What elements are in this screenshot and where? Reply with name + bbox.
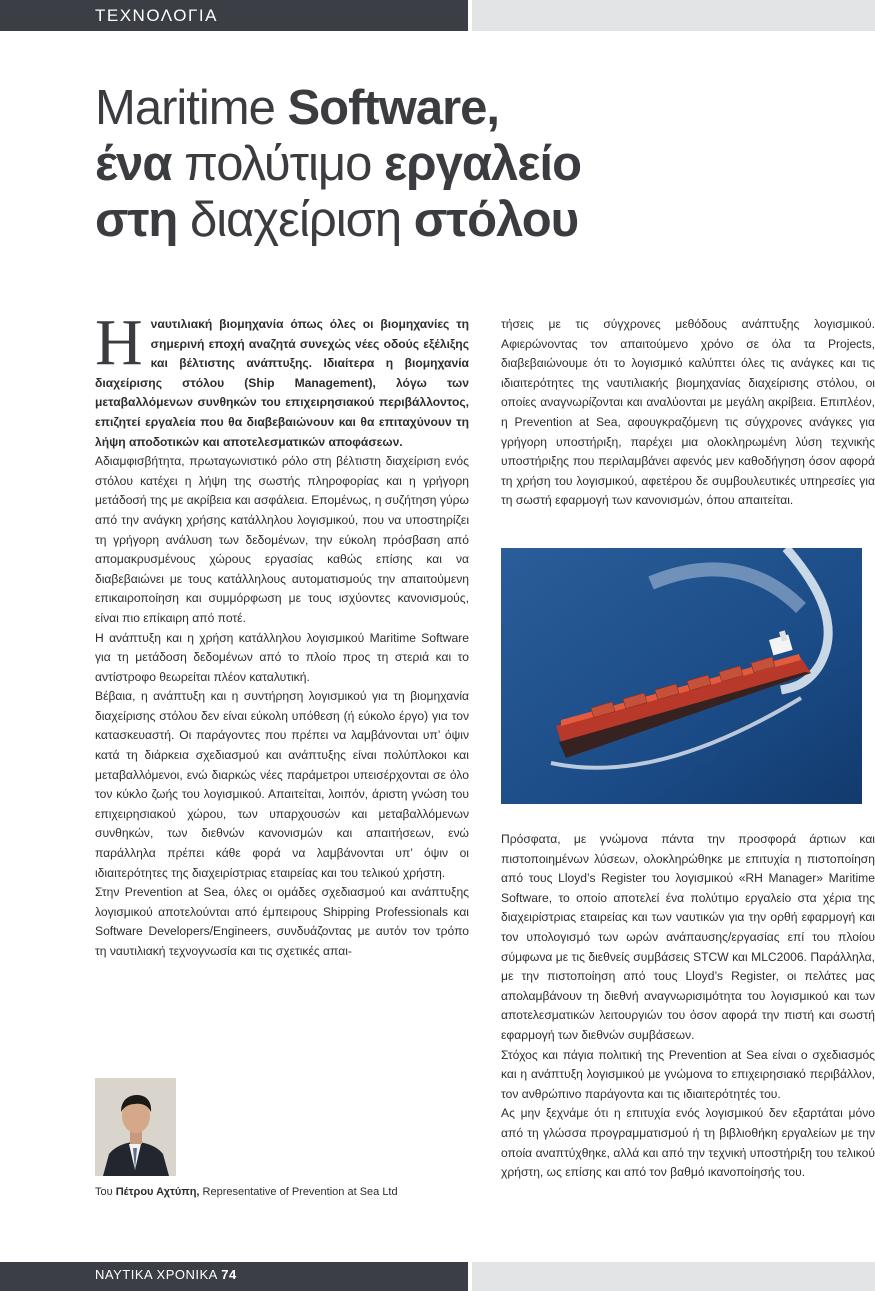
body-paragraph: Στην Prevention at Sea, όλες οι ομάδες σχεδιασμού και ανάπτυξης λογισμικού αποτελούνται από έμπειρους Shipping Professionals και Software Developers/Engineers, συνδυάζοντας με αυτόν τον τρόπο τη ναυτιλιακή τεχνογνωσία και τις σχετικές απαι- bbox=[95, 885, 469, 958]
headline-part: ένα bbox=[95, 137, 172, 191]
body-paragraph: Η ανάπτυξη και η χρήση κατάλληλου λογισμικού Maritime Software για τη μετάδοση δεδομένων από το πλοίο προς τη στεριά και το αντίστροφο θεωρείται πλέον καταλυτική. bbox=[95, 630, 469, 684]
headline-part: στη bbox=[95, 193, 178, 247]
body-paragraph: Πρόσφατα, με γνώμονα πάντα την προσφορά άρτιων και πιστοποιημένων λύσεων, ολοκληρώθηκε με επιτυχία η πιστοποίηση από τους Lloyd’s Register του λογισμικού «RH Manager» Maritime Software, το οποίο αποτελεί ένα πολύτιμο εργαλείο στα χέρια της διαχειρίστριας εταιρείας και των ναυτικών για την ορθή εφαρμογή και τον υπολογισμό των ωρών ανάπαυσης/εργασίας επί του πλοίου σύμφωνα με τις διεθνείς συμβάσεις STCW και MLC2006. Παράλληλα, με την πιστοποίηση από τους Lloyd’s Register, οι πελάτες μας απολαμβάνουν τη διεθνή αναγνωρισιμότητα του λογισμικού και των αποτελεσματικών λειτουργιών του όσον αφορά την πιστή και σωστή εφαρμογή των διεθνών συμβάσεων. bbox=[501, 832, 875, 1042]
header-bar-light bbox=[472, 0, 875, 31]
body-paragraph: Αδιαμφισβήτητα, πρωταγωνιστικό ρόλο στη βέλτιστη διαχείριση ενός στόλου κατέχει η λήψη της σωστής πληροφορίας και η γρήγορη μετάδοσή της με ακρίβεια και ασφάλεια. Επομένως, η συζήτηση γύρω από την ανάγκη χρήσης κατάλληλου λογισμικού, που να υποστηρίζει τη γρήγορη ανάλυση των δεδομένων, την εύκολη πρόσβαση από απομακρυσμένους χώρους εργασίας καθώς επίσης και να διαβεβαιώνει με τους κατάλληλους αυτοματισμούς την απαιτούμενη επικαιροποίηση και συμμόρφωση με τους ισχύοντες κανονισμούς, είναι πιο επίκαιρη από ποτέ. bbox=[95, 454, 469, 625]
footer-bar-light bbox=[472, 1262, 875, 1291]
publication-name: ΝΑΥΤΙΚΑ ΧΡΟΝΙΚΑ bbox=[95, 1267, 222, 1282]
section-label: ΤΕΧΝΟΛΟΓΙΑ bbox=[95, 6, 218, 25]
body-paragraph: Ας μην ξεχνάμε ότι η επιτυχία ενός λογισμικού δεν εξαρτάται μόνο από τη γλώσσα προγραμματισμού ή τη βιβλιοθήκη εργαλείων με την οποία αναπτύχθηκε, αλλά και από την τεχνική υποστήριξη του τελικού χρήστη, ως επίσης και από τον βαθμό ικανοποίησής του. bbox=[501, 1106, 875, 1180]
byline-role: Representative of Prevention at Sea Ltd bbox=[199, 1186, 398, 1198]
drop-cap: Η bbox=[95, 306, 143, 379]
headline-part: στόλου bbox=[413, 193, 579, 247]
byline-prefix: Του bbox=[95, 1186, 116, 1198]
headline-part: Software, bbox=[287, 81, 500, 135]
header-bar bbox=[0, 0, 468, 31]
body-paragraph: τήσεις με τις σύγχρονες μεθόδους ανάπτυξης λογισμικού. Αφιερώνοντας τον απαιτούμενο χρόνο σε όλα τα Projects, διαβεβαιώνουμε ότι το λογισμικό καλύπτει όλες τις ανάγκες και τις ιδιαιτερότητες της ναυτιλιακής βιομηχανίας διαχείρισης στόλου, οι οποίες αναγνωρίζονται και αναλύονται με μεγάλη ακρίβεια. Επιπλέον, η Prevention at Sea, αφουγκραζόμενη τις σύγχρονες ανάγκες για γρήγορη υποστήριξη, παρέχει μια ολοκληρωμένη λύση τεχνικής υποστήριξης που περιλαμβάνει αφενός μεν καθοδήγηση όσον αφορά τη χρήση του λογισμικού, αφετέρου δε συμβουλευτικές υπηρεσίες για τη σωστή εφαρμογή των κανονισμών, όπου απαιτείται. bbox=[501, 317, 875, 508]
article-column-left bbox=[95, 306, 469, 962]
article-column-right-top bbox=[501, 315, 875, 511]
body-paragraph: Βέβαια, η ανάπτυξη και η συντήρηση λογισμικού για τη βιομηχανία διαχείρισης στόλου δεν είναι εύκολη υπόθεση (ή εύκολο έργο) για τον κατασκευαστή. Οι παράγοντες που πρέπει να λαμβάνονται υπ’ όψιν κατά τη διάρκεια σχεδιασμού και ανάπτυξης είναι πολύπλοκοι και μεταβαλλόμενοι, ενώ διαρκώς νέες παράμετροι υπεισέρχονται σε όλο τον κύκλο ζωής του λογισμικού. Απαιτείται, λοιπόν, άριστη γνώση του επιχειρησιακού χώρου, των υπαρχουσών και μεταβαλλόμενων συνθηκών, των διεθνών κανονισμών και απαιτήσεων, ενώ παράλληλα πρέπει κάθε φορά να λαμβάνονται υπ’ όψιν οι ιδιαιτερότητες της διαχειρίστριας εταιρείας και του τελικού χρήστη. bbox=[95, 689, 469, 880]
author-photo bbox=[95, 1078, 176, 1176]
article-column-right-bottom bbox=[501, 830, 875, 1183]
headline-part: διαχείριση bbox=[177, 193, 414, 247]
ship-photo bbox=[501, 548, 862, 804]
headline-part: εργαλείο bbox=[384, 137, 581, 191]
body-paragraph: Στόχος και πάγια πολιτική της Prevention at Sea είναι ο σχεδιασμός και η ανάπτυξη λογισμικού με γνώμονα το επιχειρησιακό περιβάλλον, τον ανθρώπινο παράγοντα και τις ιδιαιτερότητές του. bbox=[501, 1047, 875, 1101]
headline-part: πολύτιμο bbox=[171, 137, 384, 191]
lead-paragraph: ναυτιλιακή βιομηχανία όπως όλες οι βιομηχανίες τη σημερινή εποχή αναζητά συνεχώς νέες οδούς εξέλιξης και βέλτιστης ανάπτυξης. Ιδιαίτερα η βιομηχανία διαχείρισης στόλου (Ship Management), λόγω των μεταβαλλόμενων συνθηκών του επιχειρησιακού περιβάλλοντος, επιζητεί εργαλεία που θα διαβεβαιώνουν και θα επιταχύνουν τη λήψη αποδοτικών και αποτελεσματικών αποφάσεων. bbox=[95, 317, 469, 449]
headline-part: Maritime bbox=[95, 81, 288, 135]
page-number: 74 bbox=[221, 1267, 237, 1282]
byline-name: Πέτρου Αχτύπη, bbox=[115, 1186, 200, 1198]
footer-label bbox=[95, 1267, 237, 1282]
article-headline bbox=[95, 80, 655, 248]
author-byline bbox=[95, 1186, 398, 1198]
